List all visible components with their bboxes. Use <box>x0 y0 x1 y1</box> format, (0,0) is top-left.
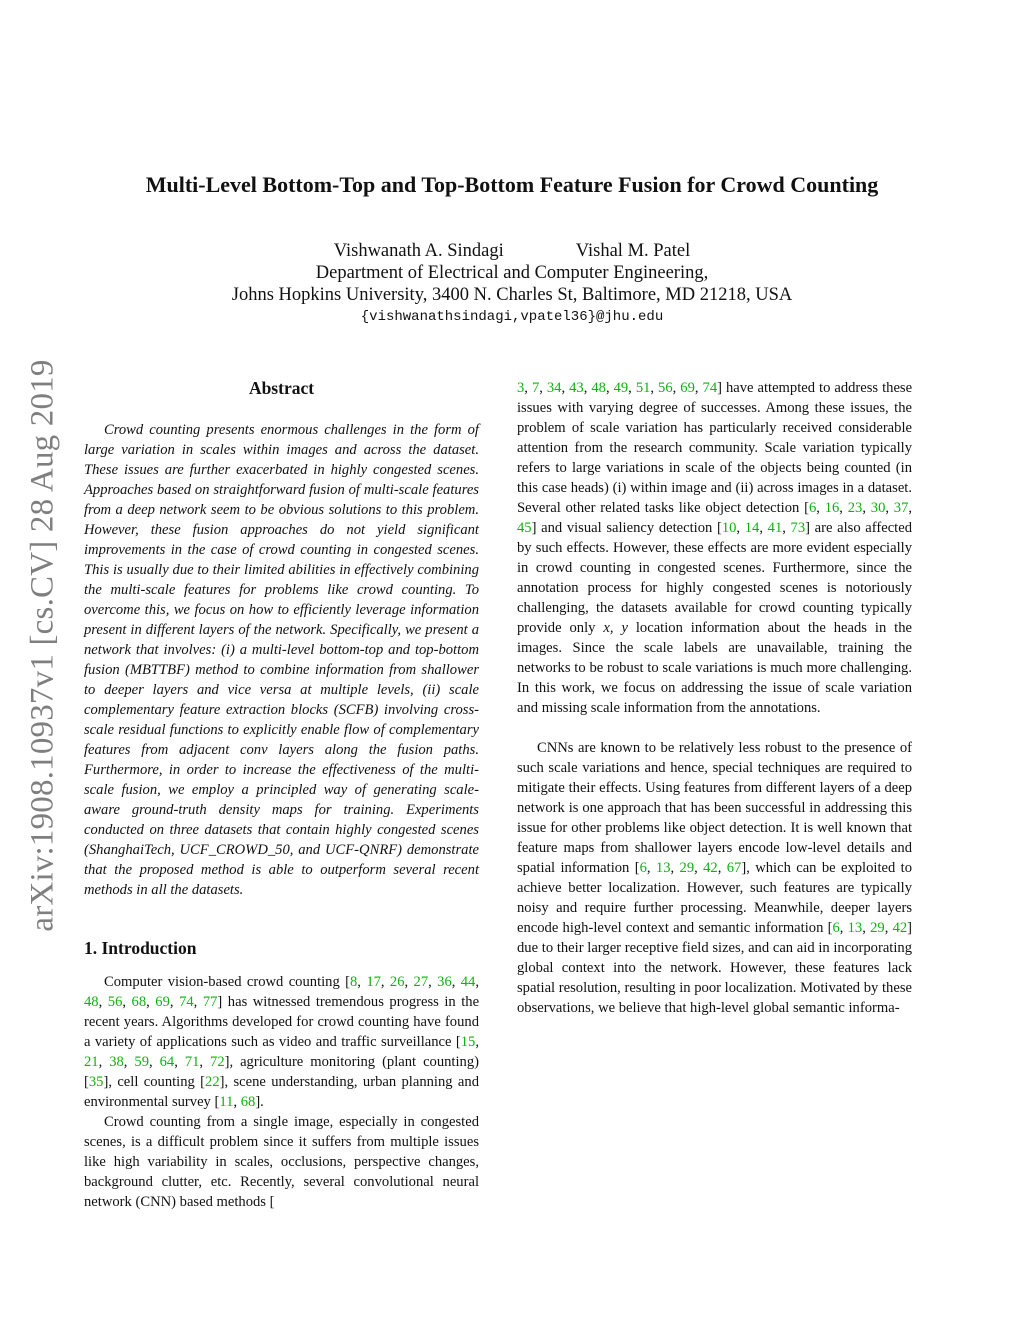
citation-link[interactable]: 74 <box>179 994 194 1010</box>
citation-link[interactable]: 68 <box>131 994 147 1010</box>
citation-link[interactable]: 7 <box>531 380 540 396</box>
citation-link[interactable]: 30 <box>870 500 886 516</box>
citation-link[interactable]: 64 <box>159 1054 175 1070</box>
citation-group: 15, 21, 38, 59, 64, 71, 72 <box>84 1034 479 1070</box>
citation-link[interactable]: 23 <box>847 500 863 516</box>
citation-link[interactable]: 13 <box>847 920 863 936</box>
citation-link[interactable]: 3 <box>517 380 525 396</box>
section-heading-introduction: 1. Introduction <box>84 938 197 958</box>
citation-group <box>205 1074 220 1090</box>
left-column <box>84 378 479 1212</box>
citation-link[interactable]: 48 <box>84 994 99 1010</box>
citation-link[interactable]: 42 <box>703 860 718 876</box>
citation-link[interactable]: 10 <box>721 520 737 536</box>
citation-link[interactable]: 51 <box>635 380 651 396</box>
citation-link[interactable]: 67 <box>726 860 742 876</box>
citation-link[interactable]: 14 <box>744 520 760 536</box>
arxiv-stamp-text: arXiv:1908.10937v1 [cs.CV] 28 Aug 2019 <box>24 358 61 932</box>
citation-group <box>89 1074 104 1090</box>
citation-link[interactable]: 37 <box>893 500 909 516</box>
citation-link[interactable]: 6 <box>808 500 817 516</box>
citation-link[interactable]: 11 <box>219 1094 234 1110</box>
abstract-heading: Abstract <box>248 378 315 398</box>
citation-link[interactable]: 44 <box>460 974 476 990</box>
citation-link[interactable]: 56 <box>107 994 123 1010</box>
intro-paragraph-2-cont: 3, 7, 34, 43, 48, 49, 51, 56, 69, 74] have attempted to address these issues with varying degree of successes. Among these issues, the problem of scale variation has particularly received considerable attention from the research community. Scale variation typically refers to large variations in scale of the objects being counted (in this case heads) (i) within image and (ii) across images in a dataset. Several other related tasks like object detection [6, 16, 23, 30, 37, 45] and visual saliency detection [10, 14, 41, 73] are also affected by such effects. However, these effects are more evident especially in crowd counting in congested scenes. Furthermore, since the annotation process for highly congested scenes is notoriously challenging, the datasets available for crowd counting typically provide only x, y location information about the heads in the images. Since the scale labels are unavailable, training the networks to be robust to scale variations is much more challenging. In this work, we focus on addressing the issue of scale variation and missing scale information from the annotations. <box>517 380 913 716</box>
citation-link[interactable]: 49 <box>613 380 629 396</box>
citation-link[interactable]: 74 <box>702 380 718 396</box>
citation-link[interactable]: 29 <box>870 920 885 936</box>
citation-group: 6, 13, 29, 42 <box>832 920 908 936</box>
intro-paragraph-1: Computer vision-based crowd counting [8, 17, 26, 27, 36, 44, 48, 56, 68, 69, 74, 77] has witnessed tremendous progress in the recent years. Algorithms developed for crowd counting have found a variety of applications such as video and traffic surveillance [15, 21, 38, 59, 64, 71, 72], agriculture monitoring (plant counting) [35], cell counting [22], scene understanding, urban planning and environmental survey [11, 68]. <box>84 974 480 1110</box>
citation-link[interactable]: 56 <box>658 380 673 396</box>
citation-group: 6, 16, 23, 30, 37, 45 <box>517 500 913 536</box>
citation-link[interactable]: 59 <box>134 1054 149 1070</box>
citation-link[interactable]: 8 <box>350 974 358 990</box>
citation-link[interactable]: 77 <box>202 994 218 1010</box>
citation-group: 6, 13, 29, 42, 67 <box>639 860 742 876</box>
author-names <box>0 240 1024 262</box>
intro-paragraph-3: CNNs are known to be relatively less robust to the presence of such scale variations and hence, special techniques are required to mitigate their effects. Using features from different layers of a deep network is one approach that has been successful in addressing this issue for other problems like object detection. It is well known that feature maps from shallower layers encode low-level details and spatial information [6, 13, 29, 42, 67], which can be exploited to achieve better localization. However, such features are typically noisy and require further processing. Meanwhile, deeper layers encode high-level context and semantic information [6, 13, 29, 42] due to their larger receptive field sizes, and can aid in incorporating global context into the network. However, these features lack spatial resolution, resulting in poor localization. Motivated by these observations, we believe that high-level global semantic informa- <box>517 740 913 1016</box>
paper-title: Multi-Level Bottom-Top and Top-Bottom Feature Fusion for Crowd Counting <box>145 172 879 197</box>
citation-link[interactable]: 13 <box>655 860 671 876</box>
citation-link[interactable]: 27 <box>413 974 429 990</box>
citation-group: 11, 68 <box>219 1094 256 1110</box>
citation-group: 10, 14, 41, 73 <box>721 520 806 536</box>
citation-group: 8, 17, 26, 27, 36, 44, 48, 56, 68, 69, 74, 77 <box>84 974 479 1010</box>
citation-link[interactable]: 34 <box>546 380 562 396</box>
author-name-1: Vishwanath A. Sindagi <box>333 241 504 261</box>
author-email: {vishwanathsindagi,vpatel36}@jhu.edu <box>360 309 664 325</box>
right-column <box>517 378 912 1018</box>
citation-link[interactable]: 72 <box>210 1054 225 1070</box>
author-department: Department of Electrical and Computer Engineering, <box>315 263 709 283</box>
citation-link[interactable]: 29 <box>679 860 695 876</box>
citation-link[interactable]: 15 <box>460 1034 476 1050</box>
math-xy: x, y <box>603 620 628 636</box>
citation-link[interactable]: 45 <box>517 520 532 536</box>
citation-link[interactable]: 73 <box>790 520 806 536</box>
citation-link[interactable]: 42 <box>892 920 908 936</box>
citation-link[interactable]: 41 <box>767 520 783 536</box>
citation-link[interactable]: 6 <box>639 860 647 876</box>
citation-link[interactable]: 48 <box>591 380 606 396</box>
citation-link[interactable]: 69 <box>680 380 695 396</box>
citation-link[interactable]: 16 <box>824 500 840 516</box>
citation-link[interactable]: 6 <box>832 920 840 936</box>
citation-link[interactable]: 36 <box>437 974 452 990</box>
author-block <box>0 240 1024 328</box>
citation-group: 3, 7, 34, 43, 48, 49, 51, 56, 69, 74 <box>517 380 718 396</box>
citation-link[interactable]: 69 <box>155 994 170 1010</box>
author-address: Johns Hopkins University, 3400 N. Charles St, Baltimore, MD 21218, USA <box>231 285 793 305</box>
citation-link[interactable]: 38 <box>109 1054 124 1070</box>
citation-link[interactable]: 21 <box>84 1054 99 1070</box>
citation-link[interactable]: 17 <box>366 974 381 990</box>
intro-paragraph-2-start: Crowd counting from a single image, especially in congested scenes, is a difficult problem since it suffers from multiple issues like high variability in scales, occlusions, perspective changes, background clutter, etc. Recently, several convolutional neural network (CNN) based methods [ <box>84 1114 479 1210</box>
citation-link[interactable]: 26 <box>389 974 405 990</box>
abstract-text: Crowd counting presents enormous challenges in the form of large variation in scales within images and across the dataset. These issues are further exacerbated in highly congested scenes. Approaches based on straightforward fusion of multi-scale features from a deep network seem to be obvious solutions to this problem. However, these fusion approaches do not yield significant improvements in the case of crowd counting in congested scenes. This is usually due to their limited abilities in effectively combining the multi-scale features for problems like crowd counting. To overcome this, we focus on how to efficiently leverage information present in different layers of the network. Specifically, we present a network that involves: (i) a multi-level bottom-top and top-bottom fusion (MBTTBF) method to combine information from shallower to deeper layers and vice versa at multiple levels, (ii) scale complementary feature extraction blocks (SCFB) involving cross-scale residual functions to explicitly enable flow of complementary features from adjacent conv layers along the fusion paths. Furthermore, in order to increase the effectiveness of the multi-scale fusion, we employ a principled way of generating scale-aware ground-truth density maps for training. Experiments conducted on three datasets that contain highly congested scenes (ShanghaiTech, UCF_CROWD_50, and UCF-QNRF) demonstrate that the proposed method is able to outperform several recent methods in all the datasets. <box>84 422 479 898</box>
citation-link[interactable]: 71 <box>184 1054 200 1070</box>
citation-link[interactable]: 35 <box>88 1074 104 1090</box>
author-name-2: Vishal M. Patel <box>575 241 691 261</box>
citation-link[interactable]: 43 <box>569 380 584 396</box>
citation-link[interactable]: 68 <box>240 1094 256 1110</box>
arxiv-stamp <box>14 346 72 944</box>
citation-link[interactable]: 22 <box>205 1074 220 1090</box>
